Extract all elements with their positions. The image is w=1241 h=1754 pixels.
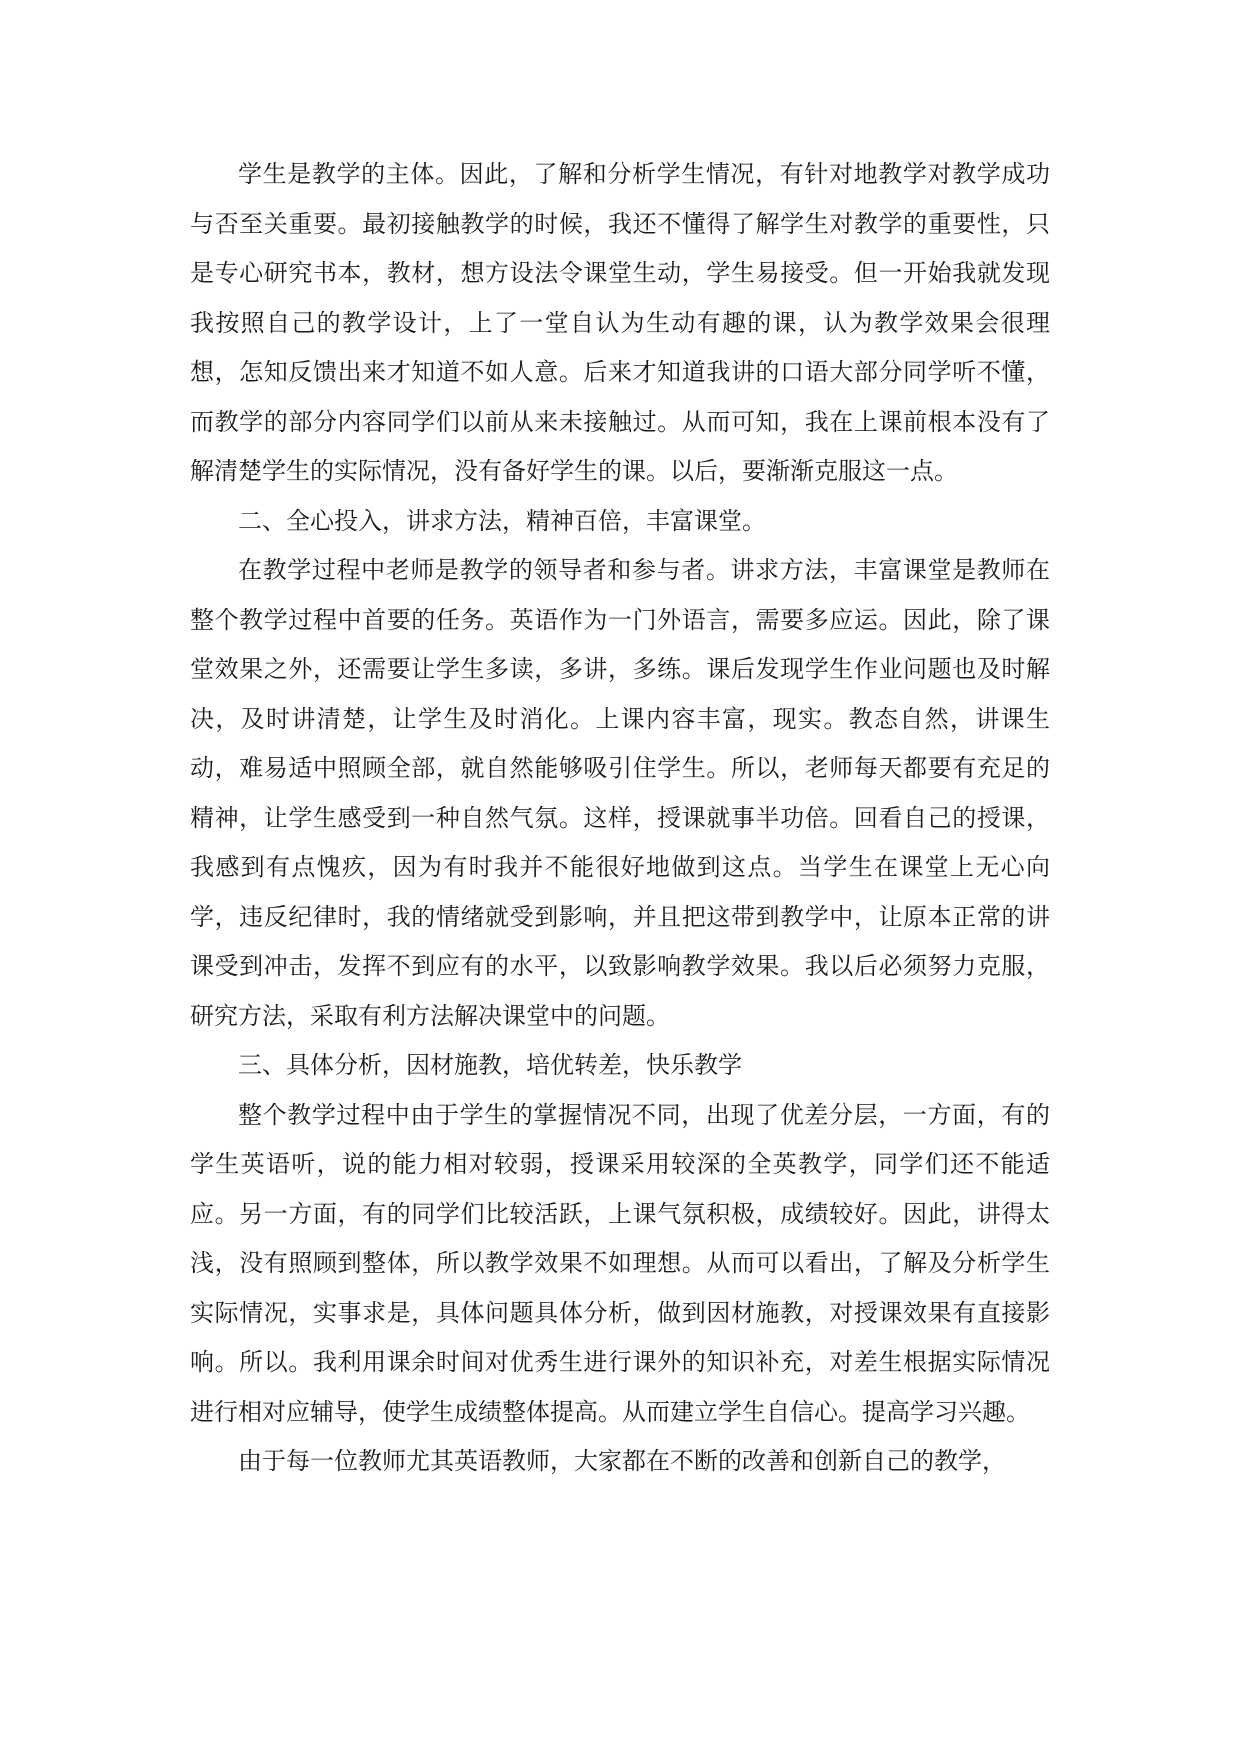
paragraph-english-teachers: 由于每一位教师尤其英语教师，大家都在不断的改善和创新自己的教学， xyxy=(238,1447,1006,1475)
section-heading-three: 三、具体分析，因材施教，培优转差，快乐教学 xyxy=(238,1051,742,1079)
paragraph-student-subject: 学生是教学的主体。因此，了解和分析学生情况，有针对地教学对教学成功与否至关重要。最初接触教学的时候，我还不懂得了解学生对教学的重要性，只是专心研究书本，教材，想方设法令课堂生动，学生易接受。但一开始我就发现我按照自己的教学设计，上了一堂自认为生动有趣的课，认为教学效果会很理想，怎知反馈出来才知道不如人意。后来才知道我讲的口语大部分同学听不懂，而教学的部分内容同学们以前从来未接触过。从而可知，我在上课前根本没有了解清楚学生的实际情况，没有备好学生的课。以后，要渐渐克服这一点。 xyxy=(190,160,1050,485)
paragraph-teaching-process: 在教学过程中老师是教学的领导者和参与者。讲求方法，丰富课堂是教师在整个教学过程中首要的任务。英语作为一门外语言，需要多应运。因此，除了课堂效果之外，还需要让学生多读，多讲，多练。课后发现学生作业问题也及时解决，及时讲清楚，让学生及时消化。上课内容丰富，现实。教态自然，讲课生动，难易适中照顾全部，就自然能够吸引住学生。所以，老师每天都要有充足的精神，让学生感受到一种自然气氛。这样，授课就事半功倍。回看自己的授课，我感到有点愧疚，因为有时我并不能很好地做到这点。当学生在课堂上无心向学，违反纪律时，我的情绪就受到影响，并且把这带到教学中，让原本正常的讲课受到冲击，发挥不到应有的水平，以致影响教学效果。我以后必须努力克服，研究方法，采取有利方法解决课堂中的问题。 xyxy=(190,556,1050,1030)
section-heading-two: 二、全心投入，讲求方法，精神百倍，丰富课堂。 xyxy=(238,506,766,535)
document-body xyxy=(190,150,1050,1487)
paragraph-student-levels: 整个教学过程中由于学生的掌握情况不同，出现了优差分层，一方面，有的学生英语听，说的能力相对较弱，授课采用较深的全英教学，同学们还不能适应。另一方面，有的同学们比较活跃，上课气氛积极，成绩较好。因此，讲得太浅，没有照顾到整体，所以教学效果不如理想。从而可以看出，了解及分析学生实际情况，实事求是，具体问题具体分析，做到因材施教，对授课效果有直接影响。所以。我利用课余时间对优秀生进行课外的知识补充，对差生根据实际情况进行相对应辅导，使学生成绩整体提高。从而建立学生自信心。提高学习兴趣。 xyxy=(190,1100,1050,1426)
